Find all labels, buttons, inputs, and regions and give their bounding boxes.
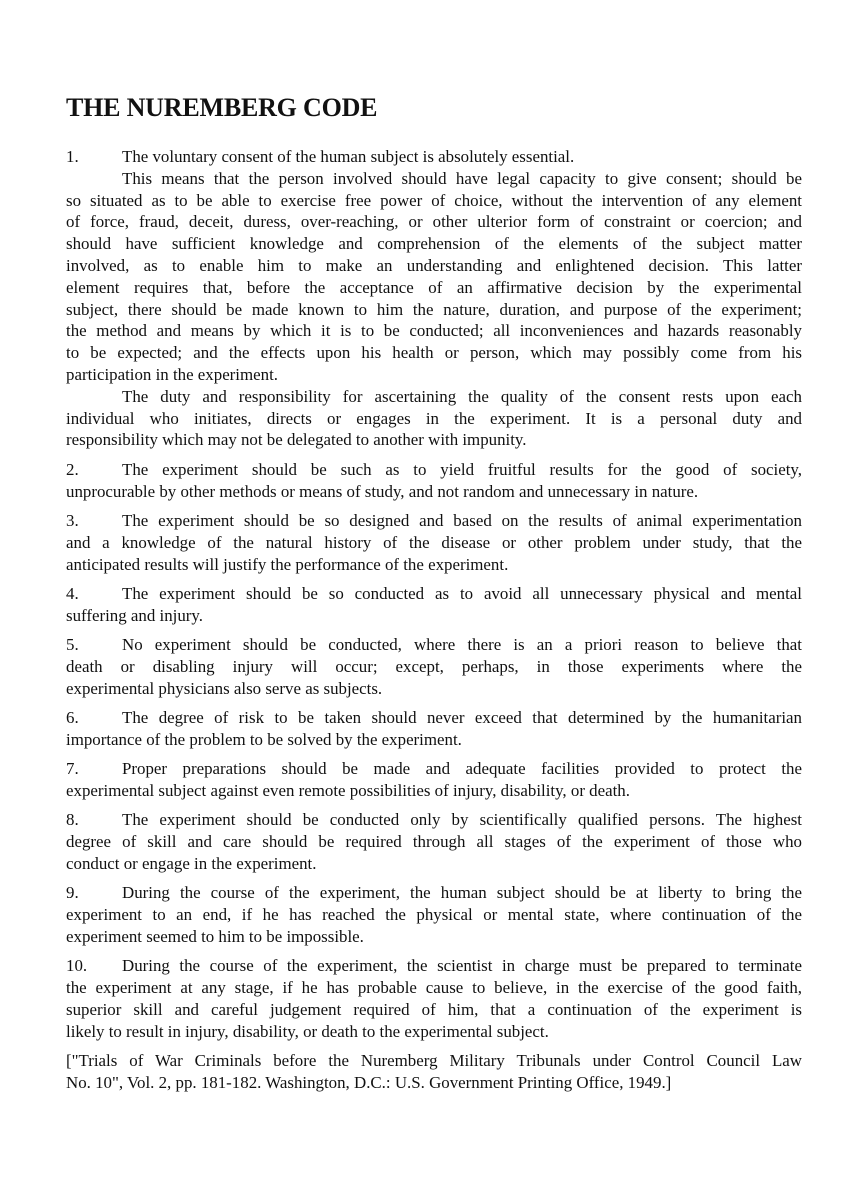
code-item-line: superior skill and careful judgement required of him, that a continuation of the experiment is (66, 1000, 802, 1020)
code-item-line: of force, fraud, deceit, duress, over-reaching, or other ulterior form of constraint or coercion; and (66, 212, 802, 232)
code-item-first-line (66, 146, 802, 168)
code-item-line: element requires that, before the acceptance of an affirmative decision by the experimental (66, 277, 802, 297)
code-item-number: 7. (66, 759, 79, 779)
code-item-line: experimental physicians also serve as subjects. (66, 678, 383, 698)
code-item-first-line: 4. The experiment should be so conducted as to avoid all unnecessary physical and mental (66, 583, 802, 603)
code-item-line: the method and means by which it is to be conducted; all inconveniences and hazards reasonably (66, 321, 802, 341)
code-item-8 (66, 809, 802, 874)
code-item-line: anticipated results will justify the performance of the experiment. (66, 554, 509, 574)
code-item-line: experimental subject against even remote possibilities of injury, disability, or death. (66, 781, 630, 801)
code-item-number: 8. (66, 810, 79, 830)
code-item-line: should have sufficient knowledge and comprehension of the elements of the subject matter (66, 234, 802, 254)
code-item-first-line: 9. During the course of the experiment, the human subject should be at liberty to bring the (66, 883, 802, 903)
code-item-line: individual who initiates, directs or engages in the experiment. It is a personal duty and (66, 408, 802, 428)
citation (66, 1050, 802, 1094)
code-item-number: 4. (66, 583, 79, 603)
code-item-number: 10. (66, 956, 88, 976)
code-item-line: The duty and responsibility for ascertaining the quality of the consent rests upon each (122, 386, 802, 406)
code-item-line: subject, there should be made known to him the nature, duration, and purpose of the experiment; (66, 299, 802, 319)
code-item-9 (66, 882, 802, 947)
code-item-line: and a knowledge of the natural history of the disease or other problem under study, that the (66, 532, 802, 552)
code-item-6 (66, 707, 802, 751)
code-item-10 (66, 955, 802, 1042)
code-item-first-line: 8. The experiment should be conducted only by scientifically qualified persons. The highest (66, 810, 802, 830)
code-item-line: unprocurable by other methods or means of study, and not random and unnecessary in nature. (66, 481, 699, 501)
code-item-line: experiment seemed to him to be impossible. (66, 927, 364, 947)
code-item-2 (66, 459, 802, 503)
code-item-first-line: 3. The experiment should be so designed and based on the results of animal experimentation (66, 510, 802, 530)
code-item-line: This means that the person involved should have legal capacity to give consent; should be (122, 168, 802, 188)
code-item-line: likely to result in injury, disability, or death to the experimental subject. (66, 1021, 549, 1041)
code-item-line: involved, as to enable him to make an understanding and enlightened decision. This latter (66, 255, 802, 275)
code-item-number: 3. (66, 510, 79, 530)
code-item-line: death or disabling injury will occur; except, perhaps, in those experiments where the (66, 656, 802, 676)
citation-line: ["Trials of War Criminals before the Nuremberg Military Tribunals under Control Council Law (66, 1051, 802, 1071)
citation-line: No. 10", Vol. 2, pp. 181-182. Washington, D.C.: U.S. Government Printing Office, 1949.] (66, 1073, 672, 1093)
code-item-number: 1. (66, 147, 79, 166)
code-item-line: responsibility which may not be delegated to another with impunity. (66, 430, 527, 450)
code-item-first-line: 7. Proper preparations should be made and adequate facilities provided to protect the (66, 759, 802, 779)
code-item-line: degree of skill and care should be required through all stages of the experiment of those who (66, 832, 802, 852)
code-item-line: importance of the problem to be solved by the experiment. (66, 729, 462, 749)
code-item-number: 2. (66, 459, 79, 479)
code-item-line: experiment to an end, if he has reached the physical or mental state, where continuation of the (66, 905, 802, 925)
code-item-1 (66, 146, 802, 451)
code-item-first-line: 5. No experiment should be conducted, where there is an a priori reason to believe that (66, 635, 802, 655)
code-item-5 (66, 634, 802, 699)
code-item-first-line: 6. The degree of risk to be taken should never exceed that determined by the humanitarian (66, 708, 802, 728)
code-item-line: to be expected; and the effects upon his health or person, which may possibly come from his (66, 343, 802, 363)
code-item-4 (66, 583, 802, 627)
code-item-line: the experiment at any stage, if he has probable cause to believe, in the exercise of the good faith, (66, 978, 802, 998)
code-item-line: conduct or engage in the experiment. (66, 854, 317, 874)
code-item-7 (66, 758, 802, 802)
code-item-3 (66, 510, 802, 575)
document-title: THE NUREMBERG CODE (66, 93, 378, 122)
code-item-line: participation in the experiment. (66, 364, 278, 384)
code-item-first-line: 2. The experiment should be such as to yield fruitful results for the good of society, (66, 459, 802, 479)
code-item-number: 9. (66, 883, 79, 903)
code-item-line: suffering and injury. (66, 605, 203, 625)
code-item-number: 6. (66, 708, 79, 728)
document-body (66, 146, 802, 1101)
code-item-number: 5. (66, 635, 79, 655)
code-item-first-line: 10. During the course of the experiment, the scientist in charge must be prepared to terminate (66, 956, 802, 976)
code-item-line: so situated as to be able to exercise free power of choice, without the intervention of any element (66, 190, 802, 210)
code-item-text: The voluntary consent of the human subject is absolutely essential. (122, 147, 575, 166)
